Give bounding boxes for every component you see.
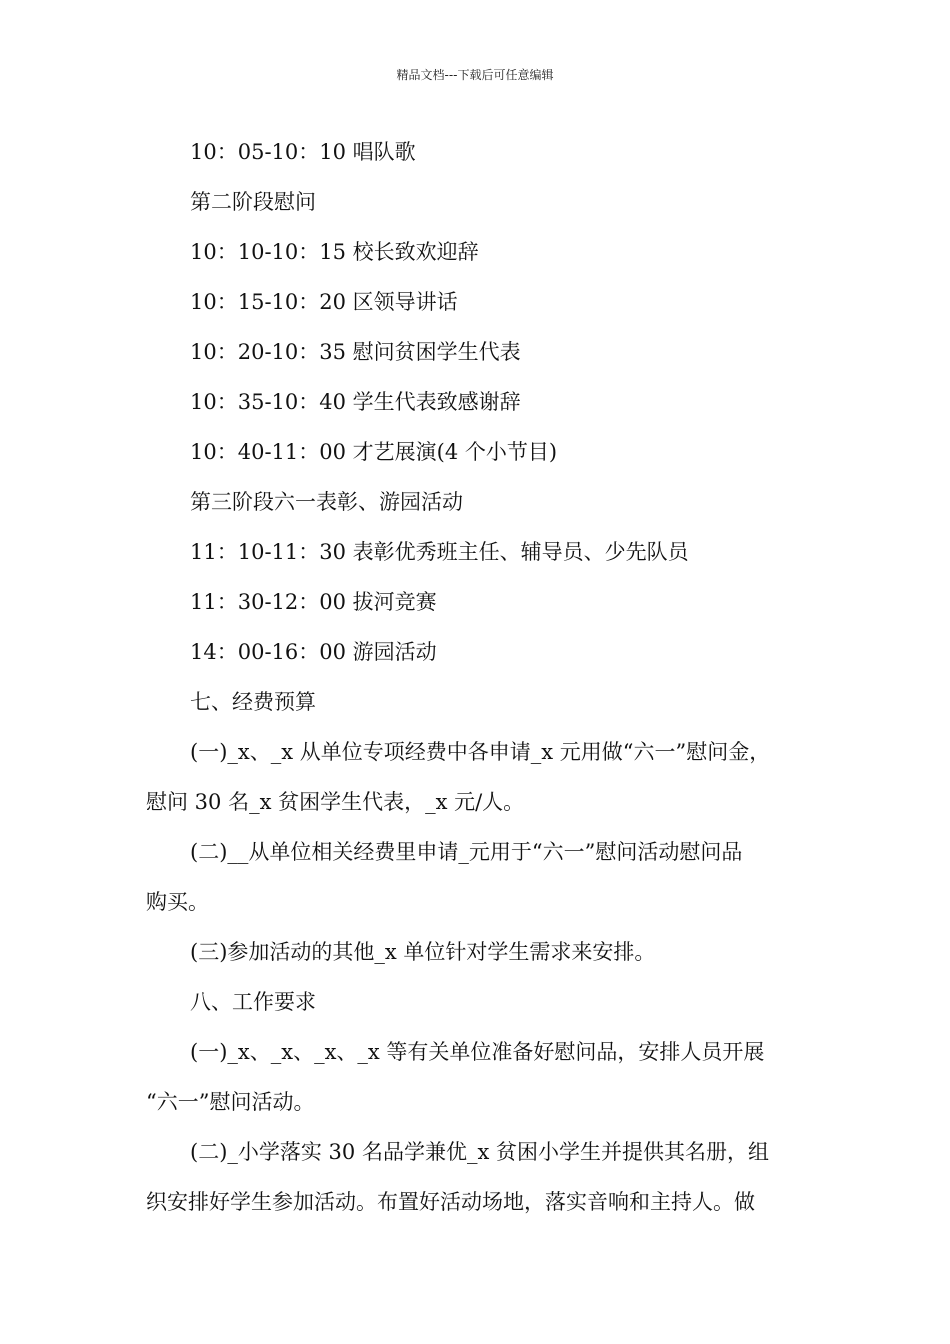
text-line: 八、工作要求 — [190, 990, 316, 1014]
text-line: 10：20-10：35 慰问贫困学生代表 — [190, 340, 521, 364]
text-line: 10：15-10：20 区领导讲话 — [190, 290, 458, 314]
text-line: (二)_小学落实 30 名品学兼优_x 贫困小学生并提供其名册，组 — [190, 1140, 769, 1164]
text-line: 14：00-16：00 游园活动 — [190, 640, 437, 664]
text-line: (三)参加活动的其他_x 单位针对学生需求来安排。 — [190, 940, 656, 964]
text-line: 慰问 30 名_x 贫困学生代表，_x 元/人。 — [146, 790, 525, 814]
text-line: 10：10-10：15 校长致欢迎辞 — [190, 240, 479, 264]
text-line: 购买。 — [146, 890, 209, 914]
text-line: 10：35-10：40 学生代表致感谢辞 — [190, 390, 521, 414]
text-line: 11：10-11：30 表彰优秀班主任、辅导员、少先队员 — [190, 540, 689, 564]
text-line: 第三阶段六一表彰、游园活动 — [190, 490, 463, 514]
text-line: 10：40-11：00 才艺展演(4 个小节目) — [190, 440, 558, 464]
text-line: (一)_x、_x 从单位专项经费中各申请_x 元用做“六一”慰问金， — [190, 740, 771, 764]
text-line: (一)_x、_x、_x、_x 等有关单位准备好慰问品，安排人员开展 — [190, 1040, 765, 1064]
page-header: 精品文档---下载后可任意编辑 — [396, 68, 554, 82]
text-line: “六一”慰问活动。 — [146, 1090, 315, 1114]
text-line: 10：05-10：10 唱队歌 — [190, 140, 416, 164]
document-body — [146, 133, 814, 1233]
text-line: 第二阶段慰问 — [190, 190, 316, 214]
text-line: 织安排好学生参加活动。布置好活动场地，落实音响和主持人。做 — [146, 1190, 755, 1214]
text-line: 11：30-12：00 拔河竞赛 — [190, 590, 437, 614]
text-line: 七、经费预算 — [190, 690, 316, 714]
text-line: (二)__从单位相关经费里申请_元用于“六一”慰问活动慰问品 — [190, 840, 743, 864]
